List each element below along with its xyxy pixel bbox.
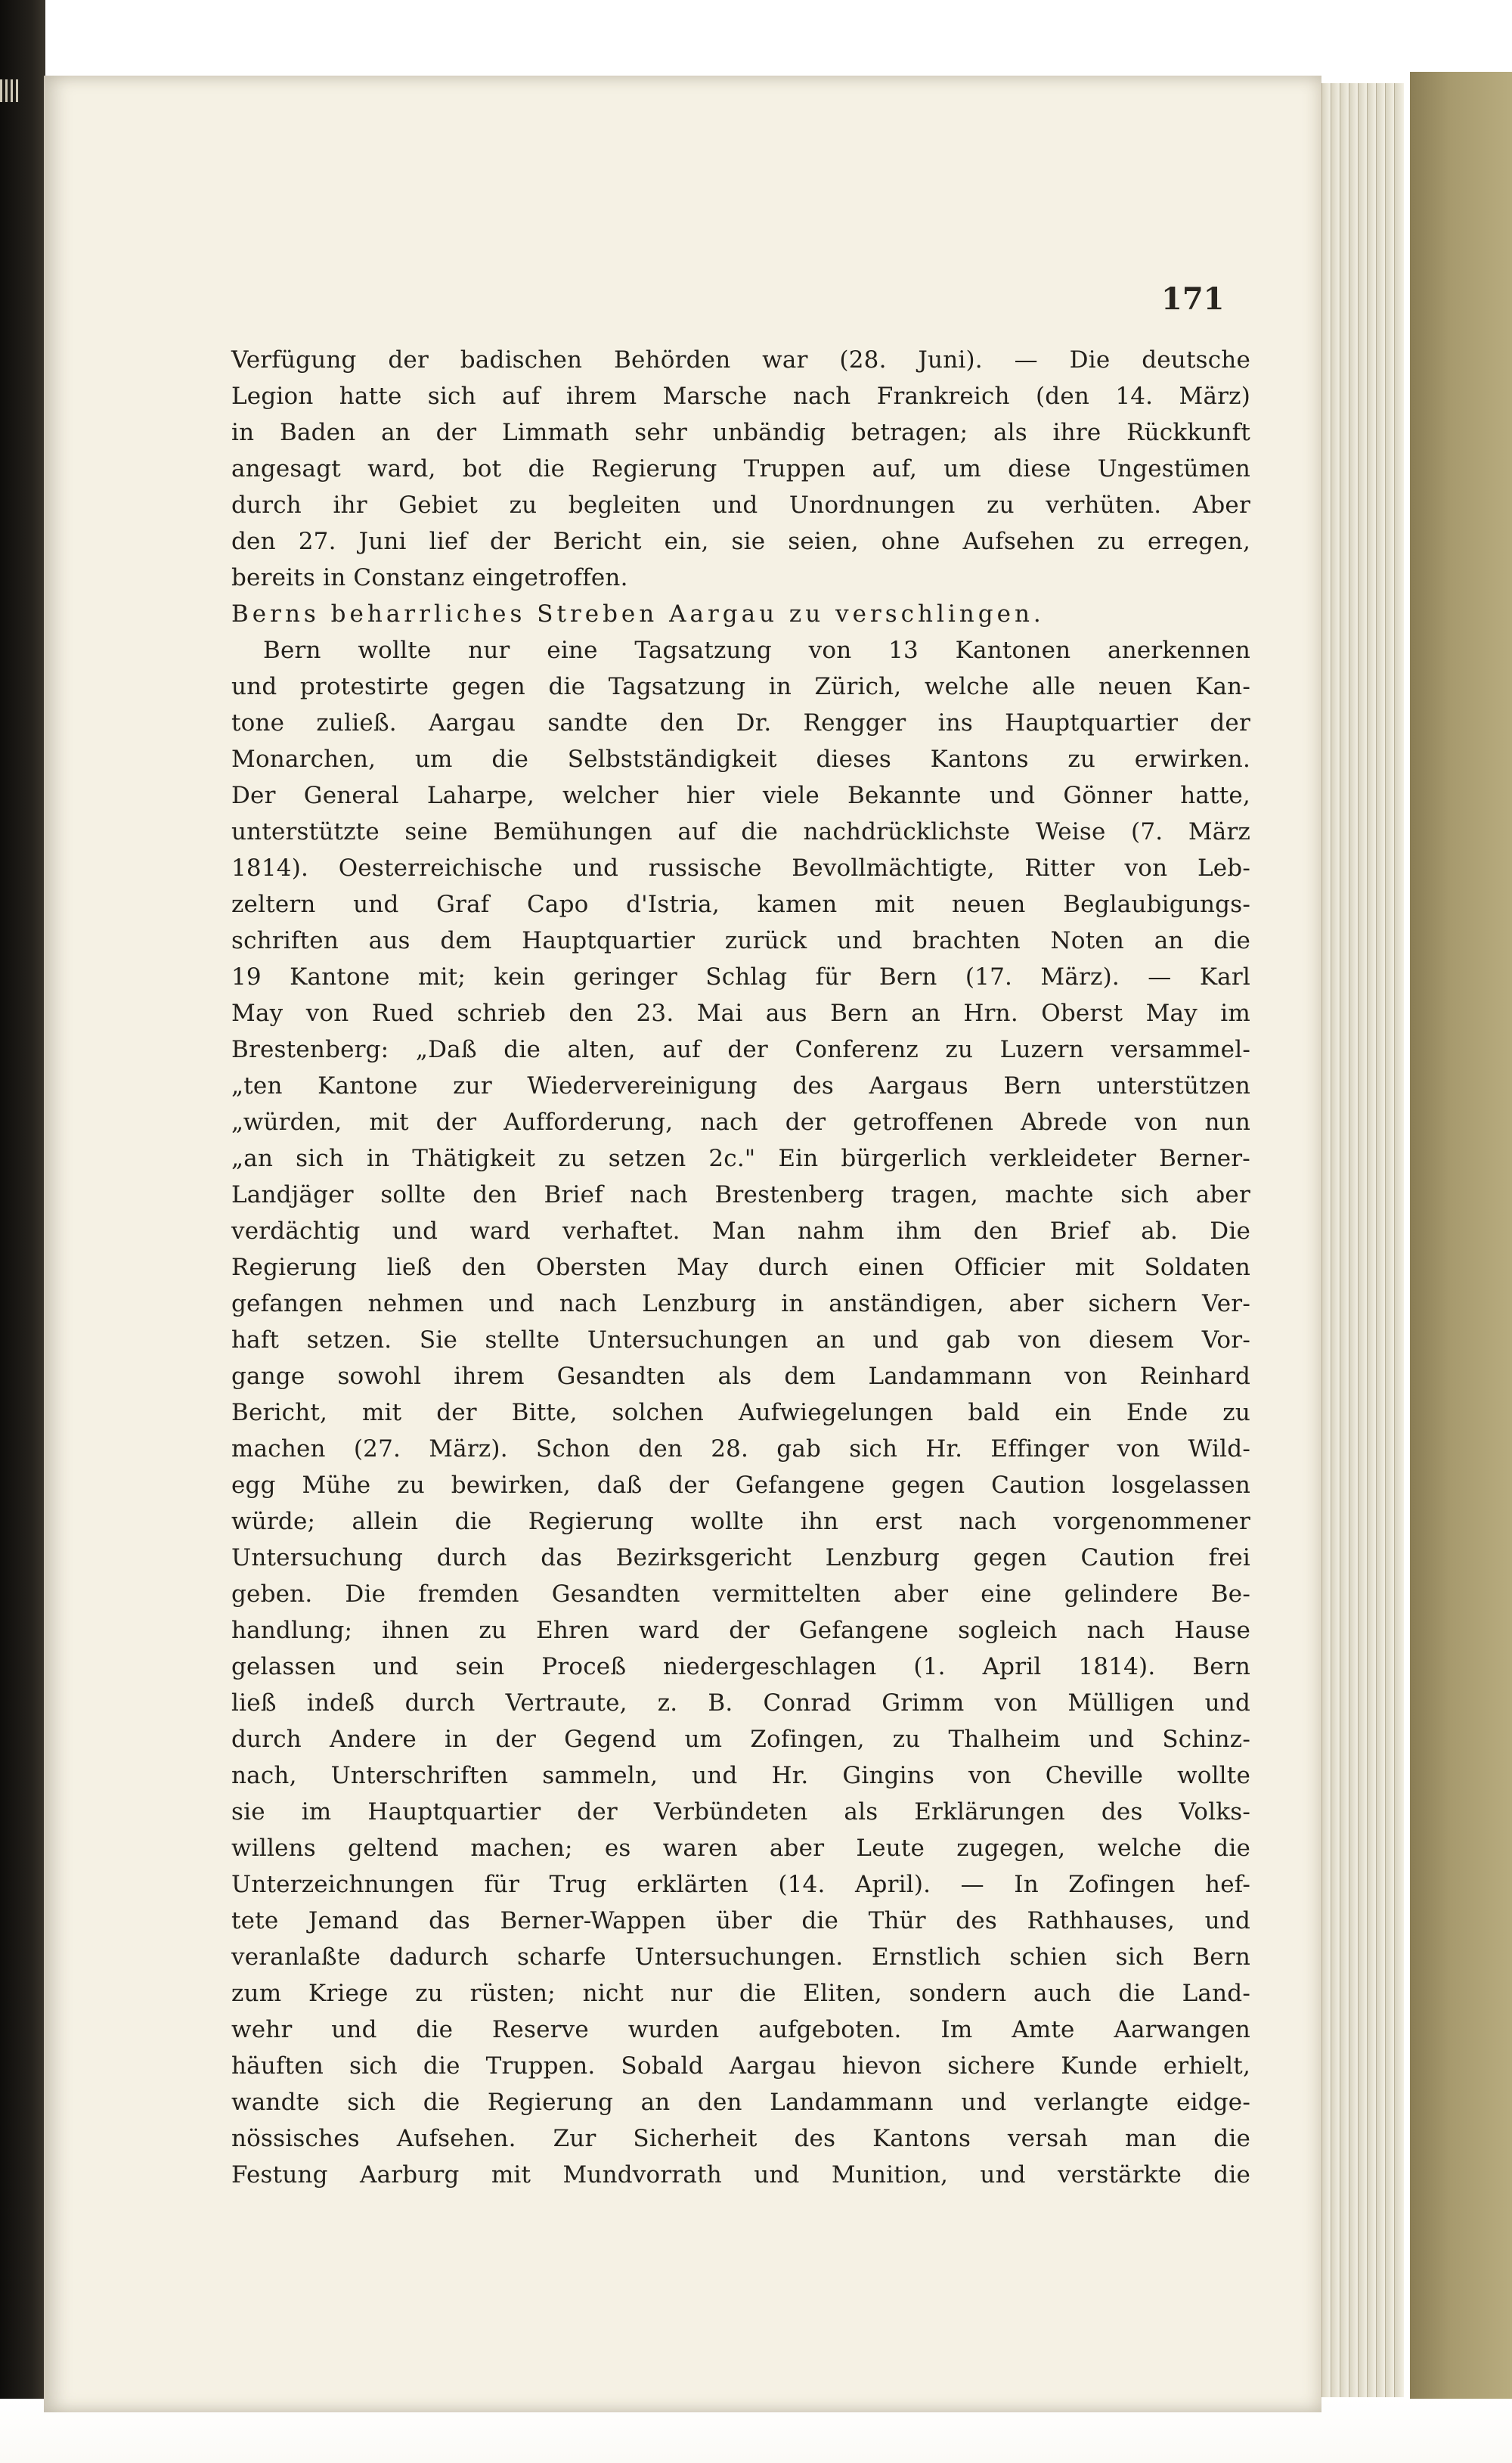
text-line: angesagt ward, bot die Regierung Truppen auf, um diese Ungestümen	[231, 455, 1250, 482]
text-line: Unterzeichnungen für Trug erklärten (14. April). — In Zofingen hef-	[231, 1871, 1250, 1898]
text-line: häuften sich die Truppen. Sobald Aargau hievon sichere Kunde erhielt,	[231, 2052, 1250, 2080]
text-line: verdächtig und ward verhaftet. Man nahm ihm den Brief ab. Die	[231, 1218, 1250, 1245]
text-line: veranlaßte dadurch scharfe Untersuchungen. Ernstlich schien sich Bern	[231, 1943, 1250, 1971]
book-spine-shadow	[0, 0, 45, 2463]
text-line: tone zuließ. Aargau sandte den Dr. Rengger ins Hauptquartier der	[231, 709, 1250, 737]
text-line: 1814). Oesterreichische und russische Bevollmächtigte, Ritter von Leb-	[231, 855, 1250, 882]
section-heading: Berns beharrliches Streben Aargau zu verschlingen.	[231, 600, 1045, 628]
text-line: wandte sich die Regierung an den Landammann und verlangte eidge-	[231, 2089, 1250, 2116]
text-line: würde; allein die Regierung wollte ihn erst nach vorgenommener	[231, 1508, 1250, 1535]
text-line: nössisches Aufsehen. Zur Sicherheit des Kantons versah man die	[231, 2125, 1250, 2152]
text-line: zum Kriege zu rüsten; nicht nur die Eliten, sondern auch die Land-	[231, 1980, 1250, 2007]
text-line: egg Mühe zu bewirken, daß der Gefangene gegen Caution losgelassen	[231, 1472, 1250, 1499]
text-line: May von Rued schrieb den 23. Mai aus Bern an Hrn. Oberst May im	[231, 1000, 1250, 1027]
text-line: 19 Kantone mit; kein geringer Schlag für Bern (17. März). — Karl	[231, 963, 1250, 991]
page-number: 171	[1161, 281, 1225, 317]
text-line: „würden, mit der Aufforderung, nach der getroffenen Abrede von nun	[231, 1109, 1250, 1136]
text-line: gelassen und sein Proceß niedergeschlagen (1. April 1814). Bern	[231, 1653, 1250, 1680]
book-page	[44, 76, 1321, 2412]
text-line: geben. Die fremden Gesandten vermittelten aber eine gelindere Be-	[231, 1580, 1250, 1608]
text-line: unterstützte seine Bemühungen auf die nachdrücklichste Weise (7. März	[231, 818, 1250, 845]
text-line: durch Andere in der Gegend um Zofingen, zu Thalheim und Schinz-	[231, 1726, 1250, 1753]
text-line: ließ indeß durch Vertraute, z. B. Conrad Grimm von Mülligen und	[231, 1689, 1250, 1717]
text-line: willens geltend machen; es waren aber Leute zugegen, welche die	[231, 1835, 1250, 1862]
text-line: handlung; ihnen zu Ehren ward der Gefangene sogleich nach Hause	[231, 1617, 1250, 1644]
text-line: Der General Laharpe, welcher hier viele Bekannte und Gönner hatte,	[231, 782, 1250, 809]
text-line: Untersuchung durch das Bezirksgericht Lenzburg gegen Caution frei	[231, 1544, 1250, 1571]
text-line: nach, Unterschriften sammeln, und Hr. Gingins von Cheville wollte	[231, 1762, 1250, 1789]
text-line: Legion hatte sich auf ihrem Marsche nach Frankreich (den 14. März)	[231, 383, 1250, 410]
text-line: haft setzen. Sie stellte Untersuchungen an und gab von diesem Vor-	[231, 1326, 1250, 1354]
text-line: „an sich in Thätigkeit zu setzen 2c." Ein bürgerlich verkleideter Berner-	[231, 1145, 1250, 1172]
text-line: Bericht, mit der Bitte, solchen Aufwiegelungen bald ein Ende zu	[231, 1399, 1250, 1426]
body-text	[231, 342, 1250, 2193]
text-line: Monarchen, um die Selbstständigkeit dieses Kantons zu erwirken.	[231, 746, 1250, 773]
scan-top-margin	[0, 0, 1512, 72]
text-line: „ten Kantone zur Wiedervereinigung des Aargaus Bern unterstützen	[231, 1072, 1250, 1100]
text-line: Regierung ließ den Obersten May durch einen Officier mit Soldaten	[231, 1254, 1250, 1281]
text-line: Bern wollte nur eine Tagsatzung von 13 Kantonen anerkennen	[263, 637, 1250, 664]
text-line: durch ihr Gebiet zu begleiten und Unordnungen zu verhüten. Aber	[231, 492, 1250, 519]
text-line: Brestenberg: „Daß die alten, auf der Conferenz zu Luzern versammel-	[231, 1036, 1250, 1063]
page-edge	[1394, 83, 1404, 2397]
text-line: und protestirte gegen die Tagsatzung in Zürich, welche alle neuen Kan-	[231, 673, 1250, 700]
book-cover-edge	[1410, 72, 1512, 2463]
text-line: tete Jemand das Berner-Wappen über die Thür des Rathhauses, und	[231, 1907, 1250, 1934]
text-line: in Baden an der Limmath sehr unbändig betragen; als ihre Rückkunft	[231, 419, 1250, 446]
text-line: Verfügung der badischen Behörden war (28. Juni). — Die deutsche	[231, 346, 1250, 374]
text-line: Festung Aarburg mit Mundvorrath und Munition, und verstärkte die	[231, 2161, 1250, 2188]
text-line: zeltern und Graf Capo d'Istria, kamen mit neuen Beglaubigungs-	[231, 891, 1250, 918]
text-line: Landjäger sollte den Brief nach Brestenberg tragen, machte sich aber	[231, 1181, 1250, 1208]
text-line: wehr und die Reserve wurden aufgeboten. Im Amte Aarwangen	[231, 2016, 1250, 2043]
text-line: gange sowohl ihrem Gesandten als dem Landammann von Reinhard	[231, 1363, 1250, 1390]
text-line: den 27. Juni lief der Bericht ein, sie seien, ohne Aufsehen zu erregen,	[231, 528, 1250, 555]
text-line: sie im Hauptquartier der Verbündeten als Erklärungen des Volks-	[231, 1798, 1250, 1826]
calibration-stripes	[0, 79, 21, 102]
text-line: machen (27. März). Schon den 28. gab sich Hr. Effinger von Wild-	[231, 1435, 1250, 1463]
text-line: schriften aus dem Hauptquartier zurück und brachten Noten an die	[231, 927, 1250, 954]
text-line: gefangen nehmen und nach Lenzburg in anständigen, aber sichern Ver-	[231, 1290, 1250, 1317]
text-line: bereits in Constanz eingetroffen.	[231, 564, 628, 591]
